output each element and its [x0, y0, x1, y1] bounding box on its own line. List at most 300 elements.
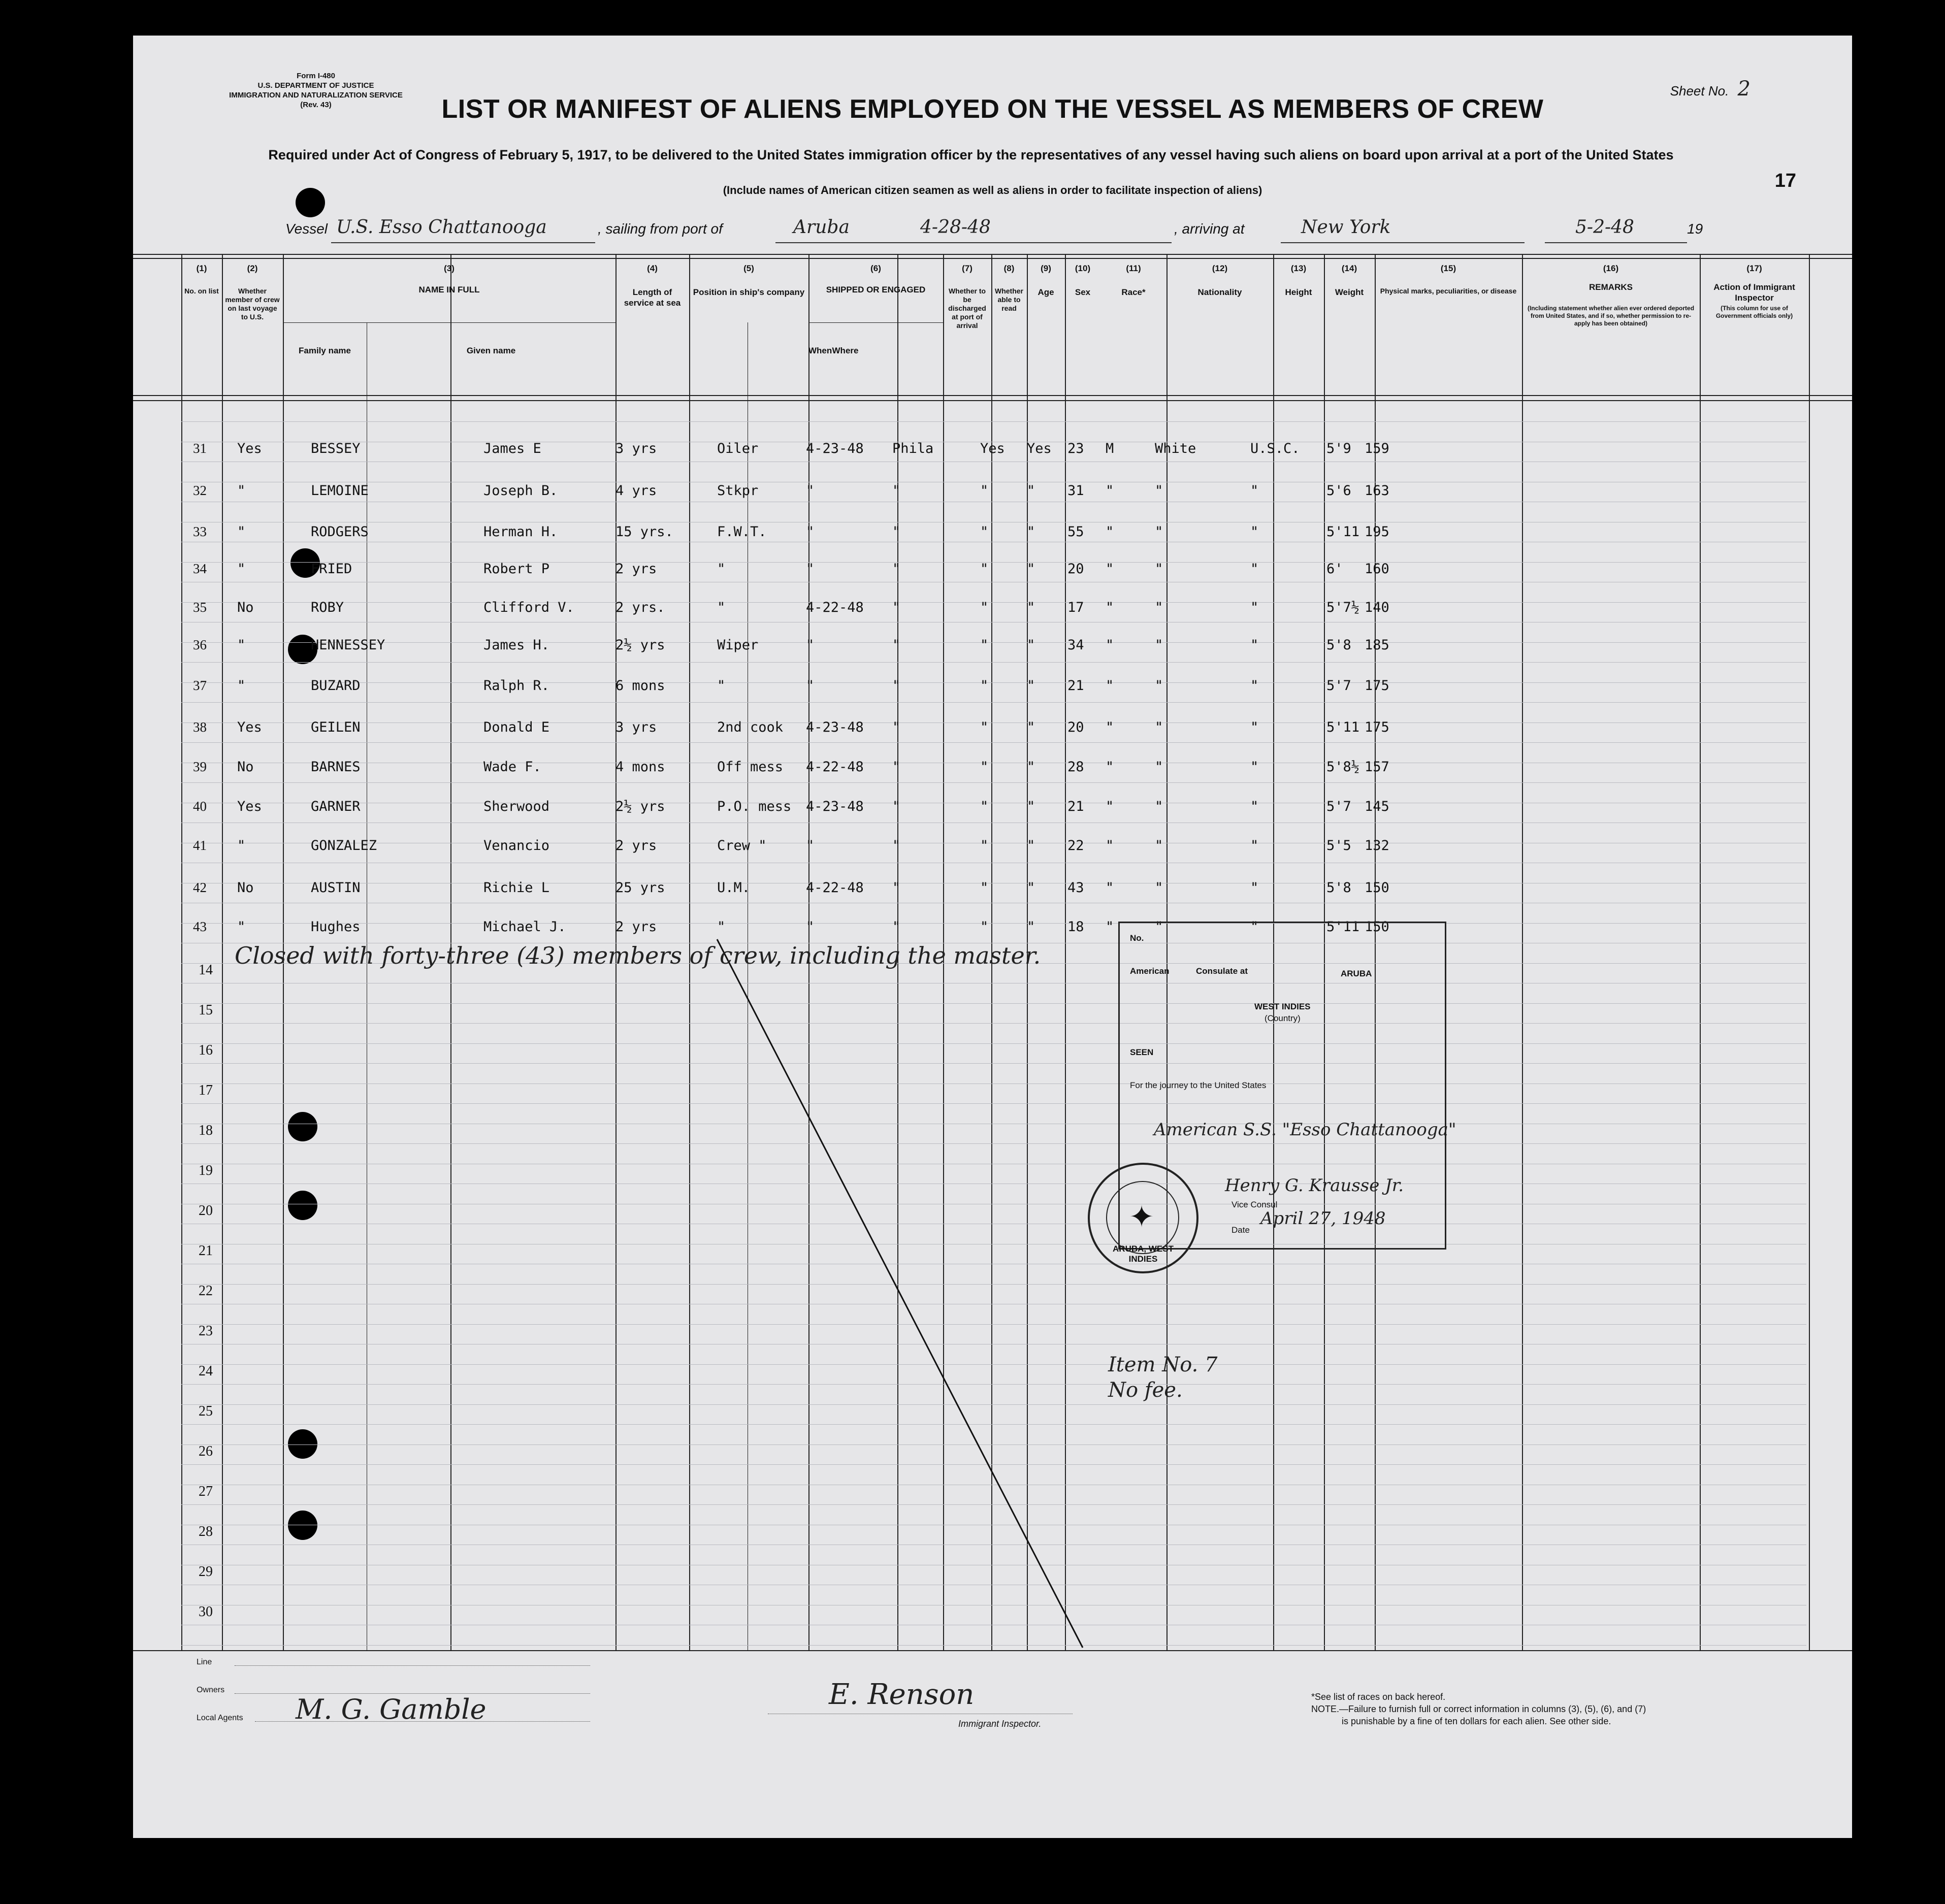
family-name-cell: HENNESSEY: [311, 637, 385, 653]
discharged-cell: ": [980, 759, 989, 775]
service-length-cell: 3 yrs: [615, 719, 657, 735]
last-voyage-cell: No: [237, 600, 254, 615]
shipped-where-cell: ": [892, 880, 901, 896]
discharged-cell: ": [980, 678, 989, 694]
row-number: 42: [193, 880, 207, 895]
sailing-label: , sailing from port of: [598, 221, 723, 237]
position-cell: Wiper: [717, 637, 759, 653]
shipped-when-cell: ": [806, 561, 815, 577]
weight-cell: 150: [1365, 880, 1389, 896]
sex-cell: ": [1106, 600, 1114, 615]
given-name-cell: Joseph B.: [483, 483, 558, 499]
position-cell: ": [717, 919, 726, 935]
vice-consul-signature: Henry G. Krausse Jr.: [1225, 1175, 1404, 1196]
empty-row-number: 21: [199, 1243, 213, 1259]
sex-cell: ": [1106, 880, 1114, 896]
discharged-cell: ": [980, 561, 989, 577]
able-to-read-cell: ": [1027, 838, 1035, 853]
height-cell: 5'9: [1326, 441, 1351, 456]
age-cell: 20: [1067, 719, 1084, 735]
line-label: Line: [197, 1658, 212, 1666]
age-cell: 23: [1067, 441, 1084, 456]
shipped-where-cell: ": [892, 759, 901, 775]
discharged-cell: Yes: [980, 441, 1005, 456]
discharged-cell: ": [980, 799, 989, 814]
shipped-when-cell: 4-22-48: [806, 759, 864, 775]
able-to-read-cell: ": [1027, 561, 1035, 577]
race-cell: ": [1155, 524, 1163, 540]
last-voyage-cell: ": [237, 838, 246, 853]
row-number: 37: [193, 678, 207, 693]
column-subheader: Family name: [299, 346, 351, 355]
last-voyage-cell: Yes: [237, 719, 262, 735]
column-header-number: (8): [1003, 264, 1015, 273]
nationality-cell: ": [1250, 759, 1259, 775]
able-to-read-cell: ": [1027, 759, 1035, 775]
penalty-note-1: NOTE.—Failure to furnish full or correct information in columns (3), (5), (6), and (7): [1311, 1704, 1646, 1714]
family-name-cell: BESSEY: [311, 441, 361, 456]
race-cell: ": [1155, 483, 1163, 499]
last-voyage-cell: Yes: [237, 799, 262, 814]
sheet-label: Sheet No.: [1670, 83, 1729, 99]
given-name-cell: James H.: [483, 637, 550, 653]
service-length-cell: 25 yrs: [615, 880, 665, 896]
shipped-where-cell: ": [892, 799, 901, 814]
sex-cell: ": [1106, 838, 1114, 853]
shipped-where-cell: ": [892, 637, 901, 653]
column-header-label: SHIPPED OR ENGAGED: [826, 285, 926, 294]
empty-row-number: 20: [199, 1203, 213, 1219]
column-header-number: (10): [1075, 264, 1091, 273]
column-header-number: (12): [1212, 264, 1228, 273]
empty-row-number: 17: [199, 1082, 213, 1098]
given-name-cell: Robert P: [483, 561, 550, 577]
sex-cell: ": [1106, 561, 1114, 577]
discharged-cell: ": [980, 719, 989, 735]
eagle-icon: ✦: [1128, 1200, 1155, 1234]
row-number: 31: [193, 441, 207, 456]
position-cell: 2nd cook: [717, 719, 784, 735]
nationality-cell: ": [1250, 637, 1259, 653]
given-name-cell: Wade F.: [483, 759, 541, 775]
race-cell: ": [1155, 600, 1163, 615]
column-header-number: (5): [743, 264, 754, 273]
given-name-cell: Richie L: [483, 880, 550, 896]
crew-table: [133, 254, 1852, 1650]
able-to-read-cell: ": [1027, 799, 1035, 814]
able-to-read-cell: ": [1027, 524, 1035, 540]
height-cell: 5'5: [1326, 838, 1351, 853]
race-cell: ": [1155, 719, 1163, 735]
empty-row-number: 26: [199, 1443, 213, 1459]
column-header-label: Whether to be discharged at port of arrival: [948, 287, 986, 330]
row-number: 41: [193, 838, 207, 853]
column-header-label: Whether member of crew on last voyage to U.S.: [225, 287, 280, 321]
sex-cell: M: [1106, 441, 1114, 456]
stamp-place: ARUBA: [1341, 969, 1372, 978]
vessel-name: U.S. Esso Chattanooga: [336, 217, 547, 238]
column-header-number: (17): [1746, 264, 1762, 273]
shipped-when-cell: 4-23-48: [806, 441, 864, 456]
stamp-west-indies: WEST INDIES: [1254, 1002, 1311, 1011]
empty-row-number: 23: [199, 1323, 213, 1339]
empty-row-number: 18: [199, 1123, 213, 1138]
owners-label: Owners: [197, 1686, 225, 1694]
weight-cell: 160: [1365, 561, 1389, 577]
able-to-read-cell: ": [1027, 637, 1035, 653]
last-voyage-cell: Yes: [237, 441, 262, 456]
service-length-cell: 3 yrs: [615, 441, 657, 456]
sex-cell: ": [1106, 719, 1114, 735]
empty-row-number: 14: [199, 962, 213, 978]
arrival-date: 5-2-48: [1575, 217, 1634, 238]
height-cell: 5'7: [1326, 678, 1351, 694]
last-voyage-cell: No: [237, 880, 254, 896]
age-cell: 17: [1067, 600, 1084, 615]
weight-cell: 163: [1365, 483, 1389, 499]
column-header-number: (16): [1603, 264, 1619, 273]
family-name-cell: GEILEN: [311, 719, 361, 735]
row-number: 32: [193, 483, 207, 498]
column-header-label: Sex: [1075, 287, 1091, 297]
service-length-cell: 6 mons: [615, 678, 665, 694]
shipped-where-cell: ": [892, 838, 901, 853]
stamp-date-label: Date: [1231, 1225, 1250, 1235]
height-cell: 5'7½: [1326, 600, 1360, 615]
stamp-no-label: No.: [1130, 933, 1144, 943]
family-name-cell: Hughes: [311, 919, 361, 935]
weight-cell: 159: [1365, 441, 1389, 456]
empty-row-number: 30: [199, 1604, 213, 1620]
column-header-label: REMARKS: [1589, 282, 1633, 292]
age-cell: 28: [1067, 759, 1084, 775]
able-to-read-cell: ": [1027, 483, 1035, 499]
page-title: LIST OR MANIFEST OF ALIENS EMPLOYED ON THE VESSEL AS MEMBERS OF CREW: [441, 94, 1544, 124]
last-voyage-cell: ": [237, 561, 246, 577]
nationality-cell: ": [1250, 524, 1259, 540]
local-agents-label: Local Agents: [197, 1714, 243, 1722]
empty-row-number: 24: [199, 1363, 213, 1379]
position-cell: Stkpr: [717, 483, 759, 499]
weight-cell: 195: [1365, 524, 1389, 540]
column-header-label: Position in ship's company: [693, 287, 805, 297]
family-name-cell: ROBY: [311, 600, 344, 615]
shipped-where-cell: Phila: [892, 441, 934, 456]
column-subheader: When: [808, 346, 832, 355]
empty-row-number: 15: [199, 1002, 213, 1018]
manifest-sheet: [133, 36, 1852, 1838]
sex-cell: ": [1106, 759, 1114, 775]
race-cell: ": [1155, 678, 1163, 694]
race-cell: ": [1155, 637, 1163, 653]
shipped-when-cell: 4-22-48: [806, 880, 864, 896]
family-name-cell: FRIED: [311, 561, 352, 577]
footer-note: [1311, 1691, 1768, 1727]
column-header-number: (3): [444, 264, 455, 273]
empty-row-number: 16: [199, 1042, 213, 1058]
discharged-cell: ": [980, 838, 989, 853]
able-to-read-cell: ": [1027, 719, 1035, 735]
last-voyage-cell: ": [237, 483, 246, 499]
column-header-number: (15): [1440, 264, 1456, 273]
item-number-note: Item No. 7: [1108, 1353, 1218, 1376]
service-length-cell: 2 yrs: [615, 919, 657, 935]
height-cell: 5'11: [1326, 919, 1360, 935]
last-voyage-cell: ": [237, 919, 246, 935]
weight-cell: 132: [1365, 838, 1389, 853]
shipped-where-cell: ": [892, 561, 901, 577]
height-cell: 5'6: [1326, 483, 1351, 499]
shipped-when-cell: 4-22-48: [806, 600, 864, 615]
shipped-where-cell: ": [892, 719, 901, 735]
row-number: 35: [193, 600, 207, 615]
empty-row-number: 19: [199, 1163, 213, 1178]
shipped-when-cell: ": [806, 483, 815, 499]
column-header-number: (13): [1290, 264, 1307, 273]
family-name-cell: AUSTIN: [311, 880, 361, 896]
weight-cell: 157: [1365, 759, 1389, 775]
column-header-number: (6): [870, 264, 881, 273]
service-length-cell: 2 yrs: [615, 838, 657, 853]
shipped-where-cell: ": [892, 600, 901, 615]
position-cell: U.M.: [717, 880, 751, 896]
service-length-cell: 2½ yrs: [615, 799, 665, 814]
height-cell: 5'7: [1326, 799, 1351, 814]
discharged-cell: ": [980, 483, 989, 499]
nationality-cell: ": [1250, 880, 1259, 896]
last-voyage-cell: ": [237, 678, 246, 694]
column-header-label: No. on list: [184, 287, 219, 295]
able-to-read-cell: ": [1027, 600, 1035, 615]
discharged-cell: ": [980, 637, 989, 653]
service-length-cell: 2½ yrs: [615, 637, 665, 653]
age-cell: 55: [1067, 524, 1084, 540]
shipped-when-cell: ": [806, 678, 815, 694]
column-header-number: (9): [1041, 264, 1051, 273]
discharged-cell: ": [980, 524, 989, 540]
vessel-line: [285, 217, 1809, 245]
closing-note: Closed with forty-three (43) members of crew, including the master.: [235, 942, 1041, 969]
weight-cell: 140: [1365, 600, 1389, 615]
nationality-cell: ": [1250, 678, 1259, 694]
arrival-port: New York: [1301, 217, 1391, 238]
position-cell: ": [717, 600, 726, 615]
sex-cell: ": [1106, 483, 1114, 499]
service-length-cell: 4 mons: [615, 759, 665, 775]
year-label: 19: [1687, 221, 1703, 237]
row-number: 39: [193, 759, 207, 774]
given-name-cell: Sherwood: [483, 799, 550, 814]
column-header-label: Length of service at sea: [624, 287, 681, 308]
race-cell: ": [1155, 919, 1163, 935]
shipped-when-cell: ": [806, 637, 815, 653]
page-number: 17: [1774, 170, 1796, 191]
row-number: 33: [193, 524, 207, 539]
shipped-when-cell: ": [806, 838, 815, 853]
include-instructions: (Include names of American citizen seamen as well as aliens in order to facilitate inspection of aliens): [723, 184, 1262, 196]
age-cell: 20: [1067, 561, 1084, 577]
sex-cell: ": [1106, 919, 1114, 935]
age-cell: 22: [1067, 838, 1084, 853]
family-name-cell: LEMOINE: [311, 483, 369, 499]
form-number: Form I-480: [297, 72, 335, 80]
able-to-read-cell: ": [1027, 880, 1035, 896]
act-statement: Required under Act of Congress of February 5, 1917, to be delivered to the United States immigration officer by the representatives of any vessel having such aliens on board upon arrival at a port of the United States: [268, 147, 1674, 162]
age-cell: 21: [1067, 678, 1084, 694]
family-name-cell: RODGERS: [311, 524, 369, 540]
column-header-number: (1): [196, 264, 207, 273]
nationality-cell: U.S.C.: [1250, 441, 1300, 456]
sex-cell: ": [1106, 524, 1114, 540]
row-number: 36: [193, 637, 207, 652]
column-header-label: Whether able to read: [995, 287, 1023, 312]
height-cell: 5'11: [1326, 524, 1360, 540]
age-cell: 31: [1067, 483, 1084, 499]
position-cell: ": [717, 678, 726, 694]
column-subheader: Where: [832, 346, 859, 355]
empty-row-number: 27: [199, 1484, 213, 1499]
column-header-label: Nationality: [1197, 287, 1242, 297]
age-cell: 21: [1067, 799, 1084, 814]
shipped-when-cell: ": [806, 524, 815, 540]
nationality-cell: ": [1250, 838, 1259, 853]
race-cell: White: [1155, 441, 1196, 456]
empty-row-number: 22: [199, 1283, 213, 1299]
column-subheader: Given name: [466, 346, 516, 355]
family-name-cell: GONZALEZ: [311, 838, 377, 853]
empty-row-number: 29: [199, 1564, 213, 1580]
row-number: 40: [193, 799, 207, 814]
column-header-label: Height: [1285, 287, 1312, 297]
service-name: IMMIGRATION AND NATURALIZATION SERVICE: [229, 91, 403, 100]
nationality-cell: ": [1250, 600, 1259, 615]
nationality-cell: ": [1250, 719, 1259, 735]
stamp-journey-handwriting: American S.S. "Esso Chattanooga": [1154, 1120, 1456, 1140]
race-cell: ": [1155, 759, 1163, 775]
able-to-read-cell: Yes: [1027, 441, 1052, 456]
column-header-label: Action of Immigrant Inspector: [1713, 282, 1795, 303]
stamp-consulate-at: Consulate at: [1196, 966, 1248, 976]
height-cell: 5'8: [1326, 880, 1351, 896]
stamp-country: (Country): [1265, 1013, 1301, 1023]
stamp-seen: SEEN: [1130, 1047, 1154, 1057]
column-header-label: Race*: [1121, 287, 1146, 297]
height-cell: 6': [1326, 561, 1343, 577]
height-cell: 5'11: [1326, 719, 1360, 735]
position-cell: Off mess: [717, 759, 784, 775]
able-to-read-cell: ": [1027, 919, 1035, 935]
races-note: *See list of races on back hereof.: [1311, 1692, 1446, 1702]
inspector-signature: E. Renson: [829, 1678, 975, 1711]
shipped-when-cell: ": [806, 919, 815, 935]
sheet-number: [1670, 77, 1751, 101]
age-cell: 34: [1067, 637, 1084, 653]
position-cell: F.W.T.: [717, 524, 767, 540]
weight-cell: 145: [1365, 799, 1389, 814]
column-header-number: (2): [247, 264, 258, 273]
position-cell: ": [717, 561, 726, 577]
stamp-american: American: [1130, 966, 1170, 976]
shipped-when-cell: 4-23-48: [806, 799, 864, 814]
service-length-cell: 15 yrs.: [615, 524, 673, 540]
department-name: U.S. DEPARTMENT OF JUSTICE: [257, 81, 374, 90]
family-name-cell: BARNES: [311, 759, 361, 775]
family-name-cell: BUZARD: [311, 678, 361, 694]
age-cell: 43: [1067, 880, 1084, 896]
row-number: 43: [193, 919, 207, 934]
agent-signature: M. G. Gamble: [296, 1693, 487, 1725]
race-cell: ": [1155, 561, 1163, 577]
position-cell: Crew ": [717, 838, 767, 853]
vessel-label: Vessel: [285, 221, 328, 237]
departure-date: 4-28-48: [920, 217, 991, 238]
nationality-cell: ": [1250, 561, 1259, 577]
shipped-when-cell: 4-23-48: [806, 719, 864, 735]
position-cell: P.O. mess: [717, 799, 792, 814]
departure-port: Aruba: [793, 217, 850, 238]
sex-cell: ": [1106, 637, 1114, 653]
no-fee-note: No fee.: [1108, 1378, 1183, 1402]
shipped-where-cell: ": [892, 678, 901, 694]
able-to-read-cell: ": [1027, 678, 1035, 694]
row-number: 34: [193, 561, 207, 576]
column-header-label: Age: [1038, 287, 1054, 297]
column-header-number: (7): [962, 264, 973, 273]
weight-cell: 150: [1365, 919, 1389, 935]
stamp-journey: For the journey to the United States: [1130, 1080, 1267, 1090]
service-length-cell: 2 yrs.: [615, 600, 665, 615]
stamp-date-handwriting: April 27, 1948: [1260, 1208, 1386, 1229]
column-header-label: NAME IN FULL: [418, 285, 480, 294]
given-name-cell: Ralph R.: [483, 678, 550, 694]
height-cell: 5'8: [1326, 637, 1351, 653]
penalty-note-2: is punishable by a fine of ten dollars for each alien. See other side.: [1342, 1716, 1611, 1726]
sex-cell: ": [1106, 799, 1114, 814]
consular-seal: [1088, 1163, 1198, 1273]
empty-row-number: 28: [199, 1524, 213, 1539]
race-cell: ": [1155, 799, 1163, 814]
nationality-cell: ": [1250, 483, 1259, 499]
shipped-where-cell: ": [892, 524, 901, 540]
last-voyage-cell: ": [237, 637, 246, 653]
race-cell: ": [1155, 880, 1163, 896]
last-voyage-cell: No: [237, 759, 254, 775]
race-cell: ": [1155, 838, 1163, 853]
age-cell: 18: [1067, 919, 1084, 935]
shipped-where-cell: ": [892, 919, 901, 935]
given-name-cell: James E: [483, 441, 541, 456]
given-name-cell: Venancio: [483, 838, 550, 853]
sex-cell: ": [1106, 678, 1114, 694]
weight-cell: 175: [1365, 719, 1389, 735]
given-name-cell: Herman H.: [483, 524, 558, 540]
column-header-number: (11): [1126, 264, 1141, 273]
height-cell: 5'8½: [1326, 759, 1360, 775]
column-header-label: Weight: [1335, 287, 1364, 297]
shipped-where-cell: ": [892, 483, 901, 499]
weight-cell: 175: [1365, 678, 1389, 694]
given-name-cell: Michael J.: [483, 919, 566, 935]
inspector-label: Immigrant Inspector.: [958, 1719, 1042, 1729]
row-number: 38: [193, 719, 207, 735]
arriving-label: , arriving at: [1174, 221, 1245, 237]
discharged-cell: ": [980, 600, 989, 615]
nationality-cell: ": [1250, 799, 1259, 814]
column-header-note: (Including statement whether alien ever ordered deported from United States, and if so, whether permission to re-apply has been obtained): [1527, 305, 1695, 327]
last-voyage-cell: ": [237, 524, 246, 540]
stamp-vice-consul: Vice Consul: [1231, 1200, 1278, 1209]
revision: (Rev. 43): [300, 101, 332, 109]
